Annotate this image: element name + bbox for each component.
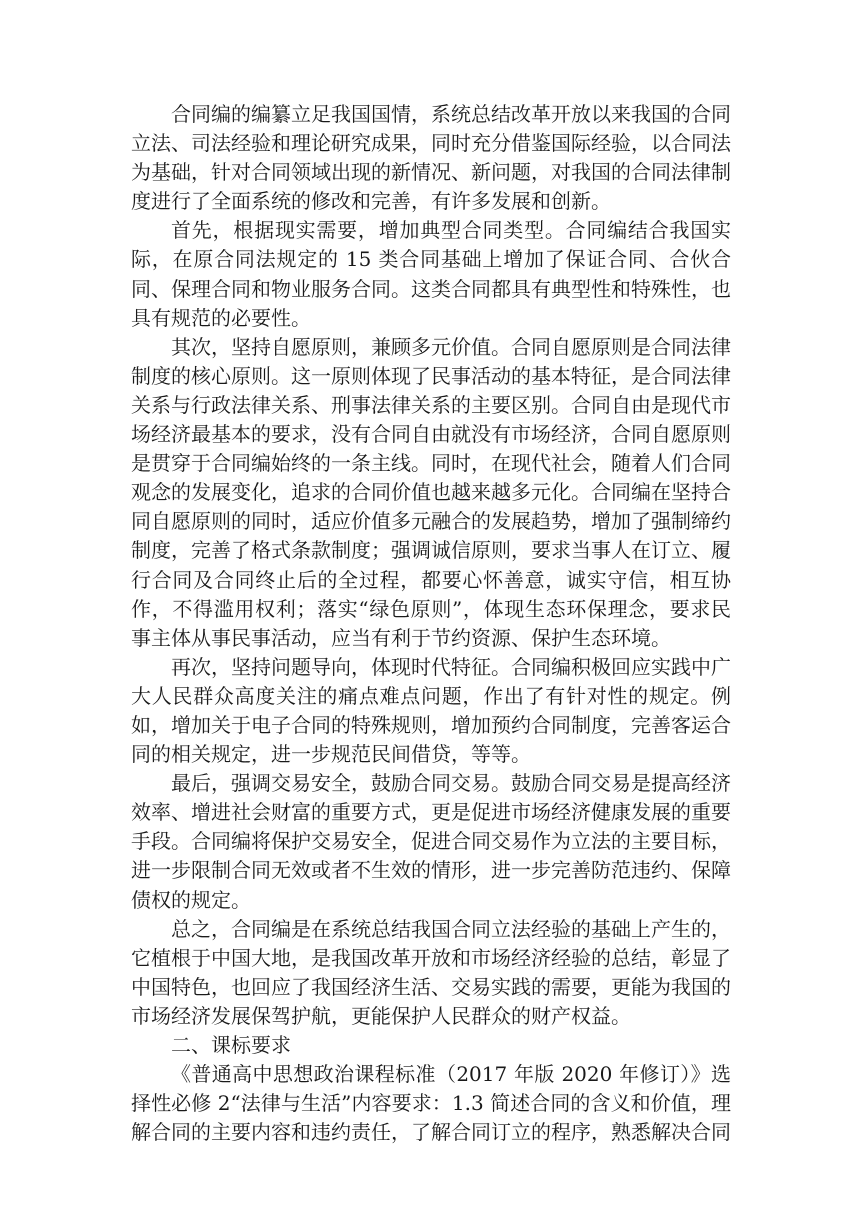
document-body [131,100,731,1147]
paragraph-curriculum-standard: 《普通高中思想政治课程标准（2017 年版 2020 年修订）》选择性必修 2“法律与生活”内容要求：1.3 简述合同的含义和价值，理解合同的主要内容和违约责任，了解合同订立的程序，熟悉解决合同 [131,1062,731,1145]
paragraph-second-point: 其次，坚持自愿原则，兼顾多元价值。合同自愿原则是合同法律制度的核心原则。这一原则体现了民事活动的基本特征，是合同法律关系与行政法律关系、刑事法律关系的主要区别。合同自由是现代市场经济最基本的要求，没有合同自由就没有市场经济，合同自愿原则是贯穿于合同编始终的一条主线。同时，在现代社会，随着人们合同观念的发展变化，追求的合同价值也越来越多元化。合同编在坚持合同自愿原则的同时，适应价值多元融合的发展趋势，增加了强制缔约制度，完善了格式条款制度；强调诚信原则，要求当事人在订立、履行合同及合同终止后的全过程，都要心怀善意，诚实守信，相互协作，不得滥用权利；落实“绿色原则”，体现生态环保理念，要求民事主体从事民事活动，应当有利于节约资源、保护生态环境。 [131,334,731,650]
section-heading: 二、课标要求 [171,1033,291,1057]
paragraph-third-point: 再次，坚持问题导向，体现时代特征。合同编积极回应实践中广大人民群众高度关注的痛点难点问题，作出了有针对性的规定。例如，增加关于电子合同的特殊规则，增加预约合同制度，完善客运合同的相关规定，进一步规范民间借贷，等等。 [131,654,731,767]
paragraph-fourth-point: 最后，强调交易安全，鼓励合同交易。鼓励合同交易是提高经济效率、增进社会财富的重要方式，更是促进市场经济健康发展的重要手段。合同编将保护交易安全，促进合同交易作为立法的主要目标，进一步限制合同无效或者不生效的情形，进一步完善防范违约、保障债权的规定。 [131,771,731,912]
paragraph-first-point: 首先，根据现实需要，增加典型合同类型。合同编结合我国实际，在原合同法规定的 15 类合同基础上增加了保证合同、合伙合同、保理合同和物业服务合同。这类合同都具有典型性和特殊性，也具有规范的必要性。 [131,218,731,330]
paragraph-summary: 总之，合同编是在系统总结我国合同立法经验的基础上产生的，它植根于中国大地，是我国改革开放和市场经济经验的总结，彰显了中国特色，也回应了我国经济生活、交易实践的需要，更能为我国的市场经济发展保驾护航，更能保护人民群众的财产权益。 [131,916,731,1028]
paragraph-intro: 合同编的编纂立足我国国情，系统总结改革开放以来我国的合同立法、司法经验和理论研究成果，同时充分借鉴国际经验，以合同法为基础，针对合同领域出现的新情况、新问题，对我国的合同法律制度进行了全面系统的修改和完善，有许多发展和创新。 [131,102,731,214]
